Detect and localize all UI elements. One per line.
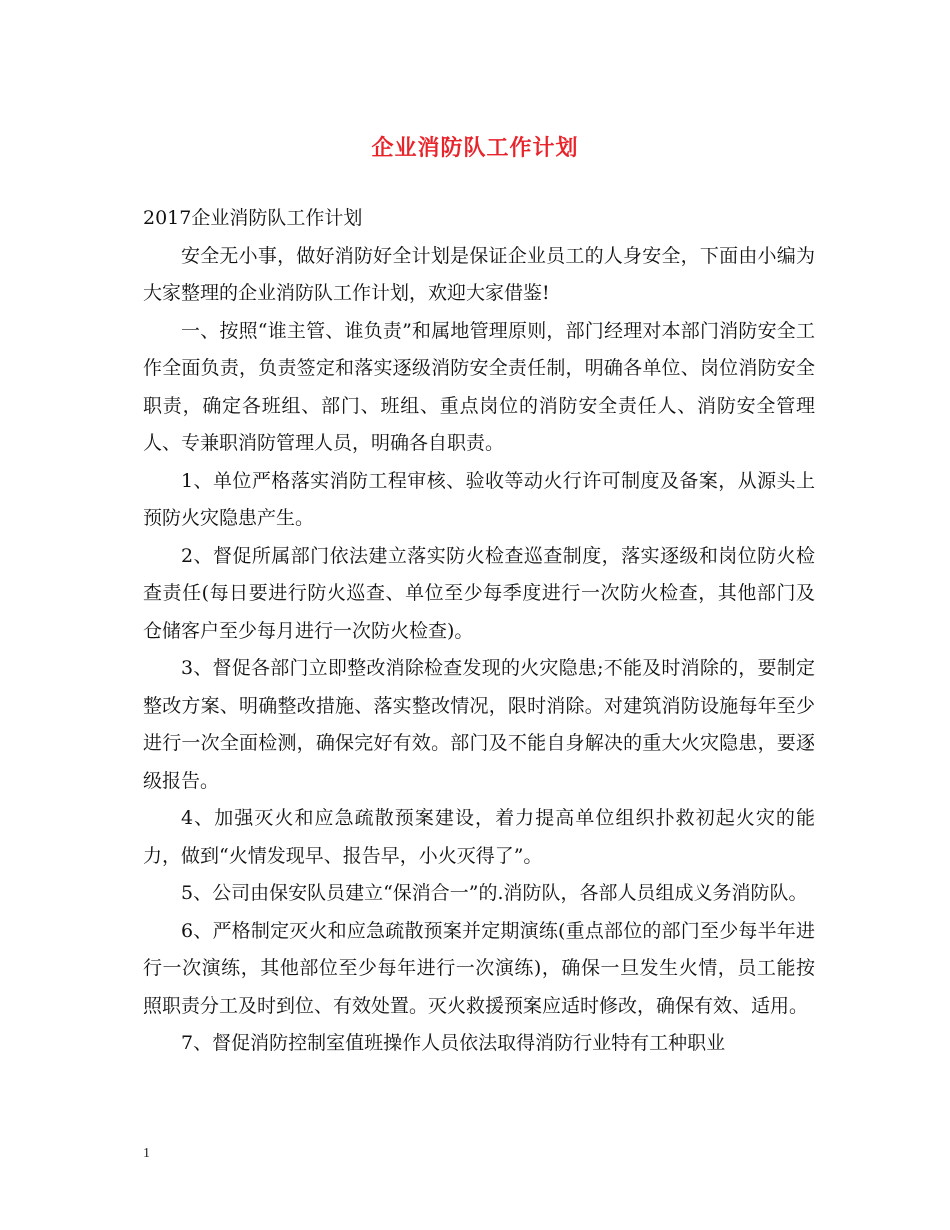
paragraph-item-4: 4、加强灭火和应急疏散预案建设，着力提高单位组织扑救初起火灾的能力，做到“火情发现早、报告早，小火灭得了”。: [143, 807, 815, 867]
paragraph-item-2: 2、督促所属部门依法建立落实防火检查巡查制度，落实逐级和岗位防火检查责任(每日要进行防火巡查、单位至少每季度进行一次防火检查，其他部门及仓储客户至少每月进行一次防火检查)。: [143, 544, 815, 642]
paragraph-item-1: 1、单位严格落实消防工程审核、验收等动火行许可制度及备案，从源头上预防火灾隐患产生。: [143, 469, 815, 529]
paragraph-intro: 安全无小事，做好消防好全计划是保证企业员工的人身安全，下面由小编为大家整理的企业消防队工作计划，欢迎大家借鉴!: [143, 244, 815, 304]
paragraph-section-1: 一、按照“谁主管、谁负责”和属地管理原则，部门经理对本部门消防安全工作全面负责，负责签定和落实逐级消防安全责任制，明确各单位、岗位消防安全职责，确定各班组、部门、班组、重点岗位的消防安全责任人、消防安全管理人、专兼职消防管理人员，明确各自职责。: [143, 319, 815, 454]
paragraph-item-6: 6、严格制定灭火和应急疏散预案并定期演练(重点部位的部门至少每半年进行一次演练，其他部位至少每年进行一次演练)，确保一旦发生火情，员工能按照职责分工及时到位、有效处置。灭火救援预案应适时修改，确保有效、适用。: [143, 919, 815, 1017]
document-title: 企业消防队工作计划: [371, 135, 579, 161]
paragraph-item-5: 5、公司由保安队员建立“保消合一”的.消防队，各部人员组成义务消防队。: [181, 882, 808, 904]
document-subtitle: 2017企业消防队工作计划: [143, 207, 363, 229]
page-number: 1: [143, 1146, 150, 1161]
paragraph-item-3: 3、督促各部门立即整改消除检查发现的火灾隐患;不能及时消除的，要制定整改方案、明确整改措施、落实整改情况，限时消除。对建筑消防设施每年至少进行一次全面检测，确保完好有效。部门及不能自身解决的重大火灾隐患，要逐级报告。: [143, 657, 815, 792]
paragraph-item-7: 7、督促消防控制室值班操作人员依法取得消防行业特有工种职业: [181, 1032, 726, 1054]
document-body: [143, 200, 815, 1063]
